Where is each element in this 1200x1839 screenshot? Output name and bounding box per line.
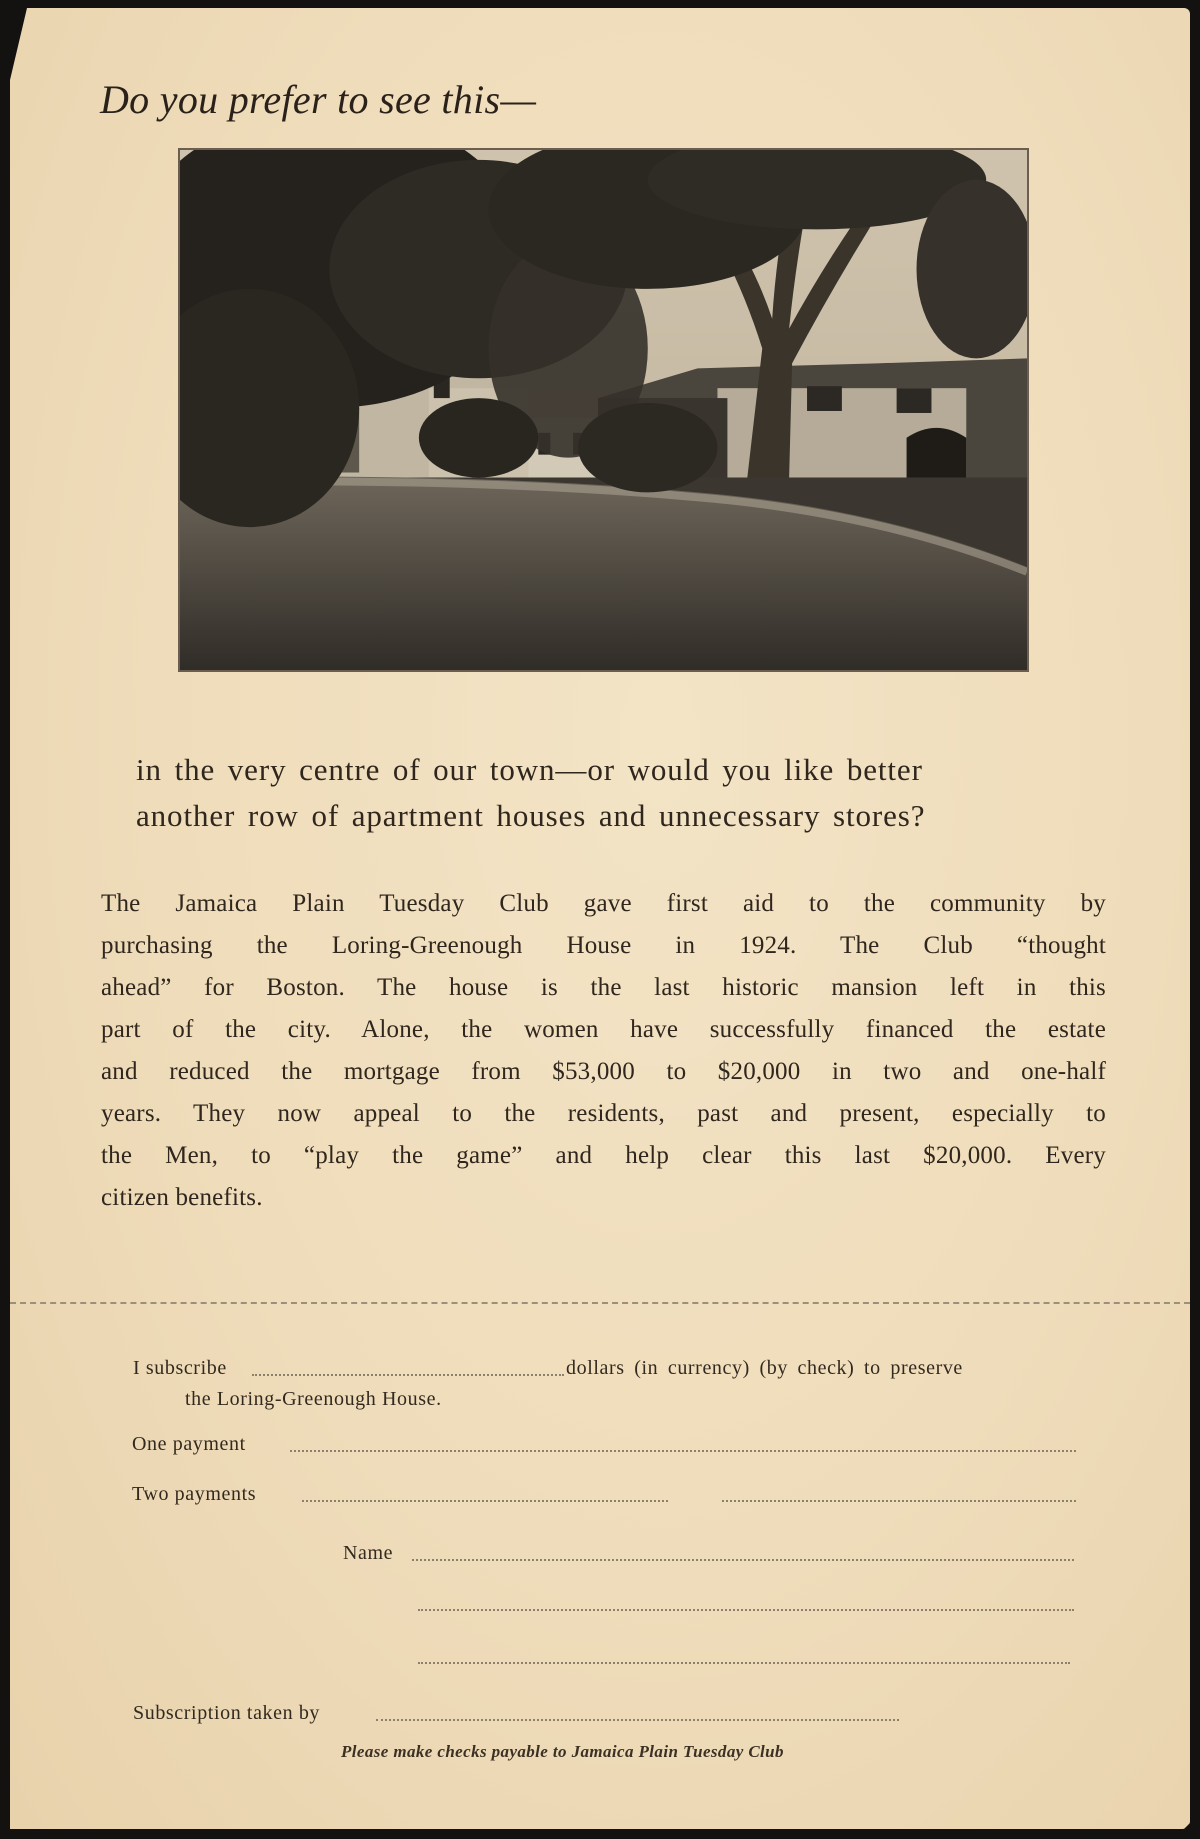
paragraph-line: the Men, to “play the game” and help clear this last $20,000. Every	[101, 1142, 1106, 1169]
subscribe-suffix: dollars (in currency) (by check) to preserve	[566, 1357, 963, 1379]
paragraph-line: citizen benefits.	[101, 1184, 263, 1211]
taken-by-field[interactable]	[376, 1719, 899, 1721]
subscribe-continuation: the Loring-Greenough House.	[185, 1388, 442, 1410]
headline-line-1: in the very centre of our town—or would you like better	[136, 752, 923, 787]
house-photo-icon	[180, 150, 1027, 670]
paragraph-line: purchasing the Loring-Greenough House in 1924. The Club “thought	[101, 932, 1106, 959]
headline-line-2: another row of apartment houses and unnecessary stores?	[136, 798, 926, 833]
two-payments-label: Two payments	[132, 1483, 257, 1505]
paragraph-line: ahead” for Boston. The house is the last historic mansion left in this	[101, 974, 1106, 1001]
name-label: Name	[343, 1542, 394, 1564]
paragraph-line: The Jamaica Plain Tuesday Club gave first aid to the community by	[101, 890, 1106, 917]
address-line-2-field[interactable]	[418, 1662, 1070, 1664]
taken-by-label: Subscription taken by	[133, 1702, 321, 1724]
paragraph-line: years. They now appeal to the residents, past and present, especially to	[101, 1100, 1106, 1127]
photo-loring-greenough-house	[178, 148, 1029, 672]
subscribe-label: I subscribe	[133, 1357, 227, 1379]
address-line-1-field[interactable]	[418, 1609, 1074, 1611]
two-payments-field-2[interactable]	[722, 1500, 1076, 1502]
paragraph-line: part of the city. Alone, the women have successfully financed the estate	[101, 1016, 1106, 1043]
subscribe-amount-field[interactable]	[252, 1374, 564, 1376]
one-payment-label: One payment	[132, 1433, 246, 1455]
one-payment-field[interactable]	[290, 1450, 1076, 1452]
page-title: Do you prefer to see this—	[100, 77, 537, 122]
two-payments-field-1[interactable]	[302, 1500, 668, 1502]
name-field[interactable]	[412, 1559, 1074, 1561]
paragraph-line: and reduced the mortgage from $53,000 to $20,000 in two and one-half	[101, 1058, 1106, 1085]
cut-here-dashed-line	[10, 1302, 1190, 1304]
payable-note: Please make checks payable to Jamaica Plain Tuesday Club	[341, 1742, 784, 1761]
